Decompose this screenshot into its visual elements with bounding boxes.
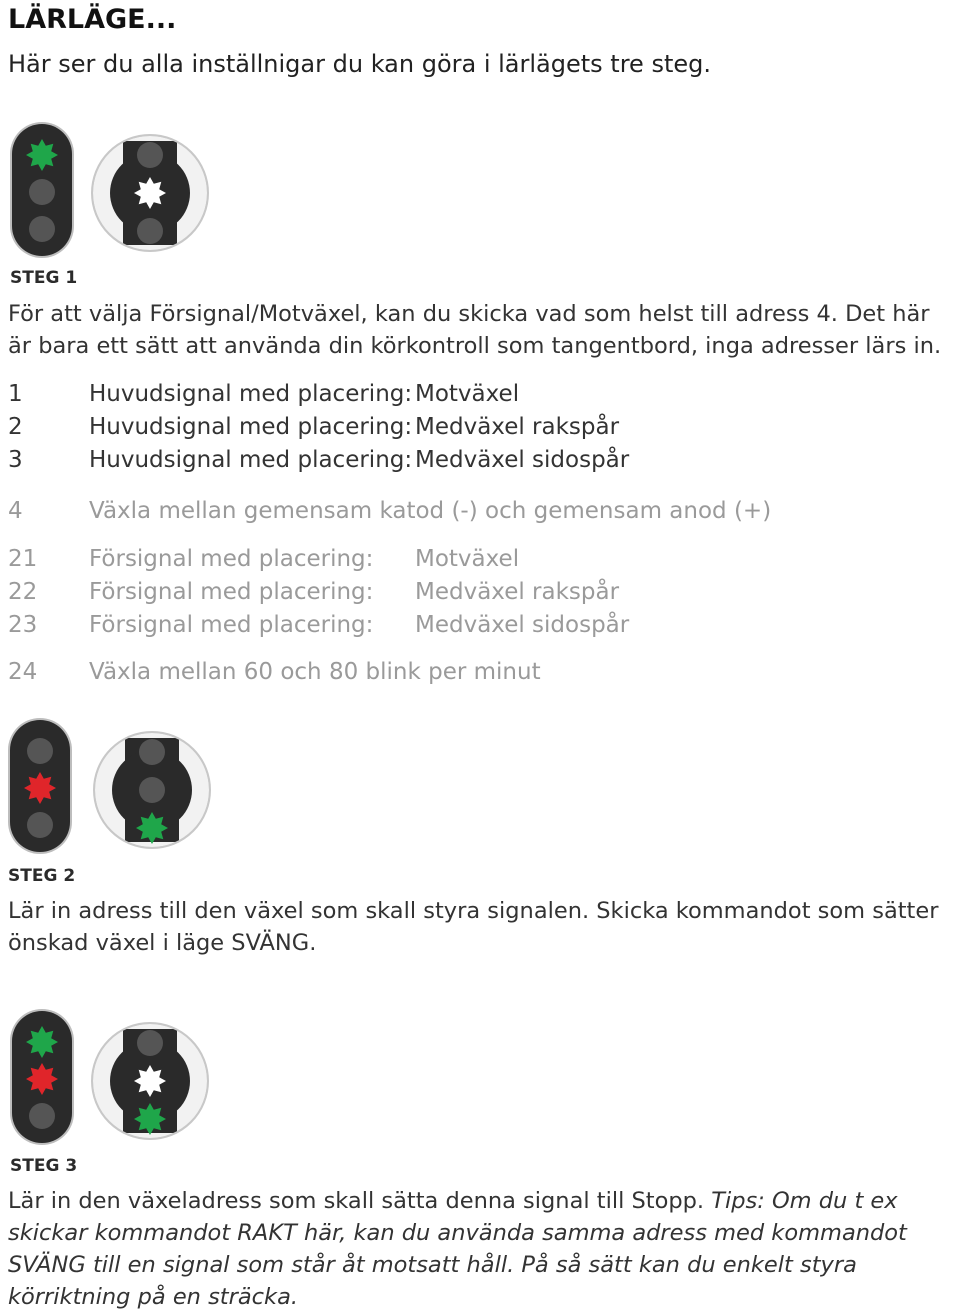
setting-number: 3: [8, 447, 23, 473]
step1-label: STEG 1: [10, 268, 78, 288]
lamp-white: [134, 177, 166, 209]
lamp-off: [137, 1030, 163, 1056]
setting-description: Försignal med placering:: [89, 579, 374, 605]
lamp-white: [134, 1065, 166, 1097]
setting-description: Huvudsignal med placering:: [89, 447, 413, 473]
setting-value: Medväxel sidospår: [415, 612, 630, 638]
lamp-green: [134, 1103, 166, 1135]
step3-label: STEG 3: [10, 1156, 78, 1176]
dwarf-signal-step3-icon: [90, 1021, 210, 1141]
mast-signal-step1-icon: [8, 120, 76, 260]
step3-tips: Tips: Om du t ex skickar kommandot RAKT här, kan du använda samma adress med kommandot SVÄNG till en signal som står åt motsatt håll. På så sätt kan du enkelt styra körriktning på en sträcka.: [8, 1188, 907, 1310]
lamp-off: [137, 218, 163, 244]
page-subtitle: Här ser du alla inställnigar du kan göra i lärlägets tre steg.: [8, 50, 711, 78]
setting-number: 21: [8, 546, 38, 572]
lamp-off: [27, 738, 53, 764]
step2-text: Lär in adress till den växel som skall styra signalen. Skicka kommandot som sätter önskad växel i läge SVÄNG.: [8, 898, 939, 956]
setting-value: Motväxel: [415, 381, 520, 407]
setting-value: Motväxel: [415, 546, 520, 572]
setting-value: Medväxel rakspår: [415, 414, 620, 440]
lamp-off: [29, 216, 55, 242]
lamp-red: [24, 772, 56, 804]
lamp-off: [29, 179, 55, 205]
lamp-off: [139, 777, 165, 803]
lamp-green: [136, 812, 168, 844]
lamp-off: [139, 739, 165, 765]
mast-signal-step2-icon: [6, 716, 74, 856]
setting-number: 24: [8, 659, 38, 685]
lamp-red: [26, 1063, 58, 1095]
setting-number: 1: [8, 381, 23, 407]
step3-text-block: [8, 1185, 958, 1313]
page-title: LÄRLÄGE...: [8, 4, 177, 35]
setting-description: Huvudsignal med placering:: [89, 381, 413, 407]
setting-description: Försignal med placering:: [89, 546, 374, 572]
setting-number: 23: [8, 612, 38, 638]
lamp-off: [137, 142, 163, 168]
setting-number: 4: [8, 498, 23, 524]
setting-description: Växla mellan 60 och 80 blink per minut: [89, 659, 541, 685]
setting-value: Medväxel sidospår: [415, 447, 630, 473]
setting-number: 2: [8, 414, 23, 440]
mast-signal-step3-icon: [8, 1007, 76, 1147]
lamp-green: [26, 1026, 58, 1058]
dwarf-signal-step2-icon: [92, 730, 212, 850]
setting-description: Huvudsignal med placering:: [89, 414, 413, 440]
step3-text: Lär in den växeladress som skall sätta denna signal till Stopp.: [8, 1188, 705, 1214]
dwarf-signal-step1-icon: [90, 133, 210, 253]
setting-number: 22: [8, 579, 38, 605]
lamp-off: [27, 812, 53, 838]
lamp-green: [26, 139, 58, 171]
setting-description: Växla mellan gemensam katod (-) och gemensam anod (+): [89, 498, 772, 524]
step2-label: STEG 2: [8, 866, 76, 886]
step1-text: För att välja Försignal/Motväxel, kan du skicka vad som helst till adress 4. Det här är bara ett sätt att använda din körkontroll som tangentbord, inga adresser lärs in.: [8, 301, 942, 359]
setting-description: Försignal med placering:: [89, 612, 374, 638]
setting-value: Medväxel rakspår: [415, 579, 620, 605]
lamp-off: [29, 1103, 55, 1129]
